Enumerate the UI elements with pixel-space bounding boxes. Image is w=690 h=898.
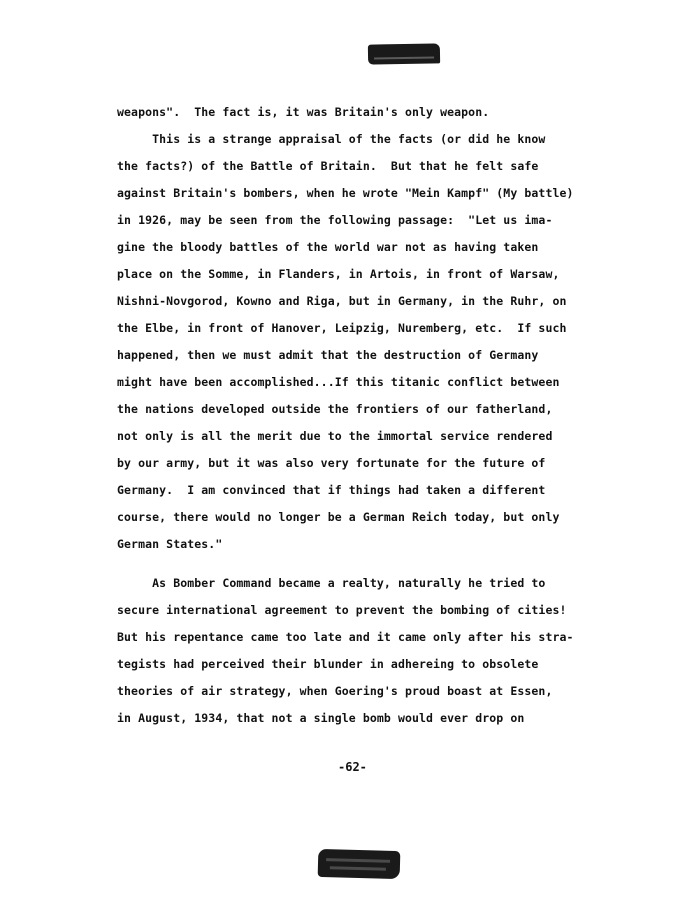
text-line: theories of air strategy, when Goering's proud boast at Essen, [117,684,553,698]
redaction-mark-bottom [318,849,401,879]
text-line: might have been accomplished...If this titanic conflict between [117,375,560,389]
text-line: place on the Somme, in Flanders, in Artois, in front of Warsaw, [117,267,560,281]
text-line: the facts?) of the Battle of Britain. But that he felt safe [117,159,539,173]
text-line: the nations developed outside the frontiers of our fatherland, [117,402,553,416]
text-line: the Elbe, in front of Hanover, Leipzig, Nuremberg, etc. If such [117,321,567,335]
text-line: against Britain's bombers, when he wrote "Mein Kampf" (My battle) [117,186,574,200]
text-line: by our army, but it was also very fortunate for the future of [117,456,546,470]
text-line: As Bomber Command became a realty, naturally he tried to [117,576,546,590]
text-line: Nishni-Novgorod, Kowno and Riga, but in Germany, in the Ruhr, on [117,294,567,308]
text-line: This is a strange appraisal of the facts (or did he know [117,132,546,146]
page-number: -62- [338,760,367,774]
text-line: Germany. I am convinced that if things had taken a different [117,483,546,497]
text-line: German States." [117,537,223,551]
text-line: course, there would no longer be a German Reich today, but only [117,510,560,524]
text-line: But his repentance came too late and it came only after his stra- [117,630,574,644]
text-line: not only is all the merit due to the immortal service rendered [117,429,553,443]
text-line: tegists had perceived their blunder in adhereing to obsolete [117,657,539,671]
redaction-mark-top [368,43,440,64]
text-line: in 1926, may be seen from the following passage: "Let us ima- [117,213,553,227]
text-line: in August, 1934, that not a single bomb would ever drop on [117,711,525,725]
text-line: gine the bloody battles of the world war not as having taken [117,240,539,254]
text-line: weapons". The fact is, it was Britain's only weapon. [117,105,490,119]
text-line: happened, then we must admit that the destruction of Germany [117,348,539,362]
text-line: secure international agreement to prevent the bombing of cities! [117,603,567,617]
